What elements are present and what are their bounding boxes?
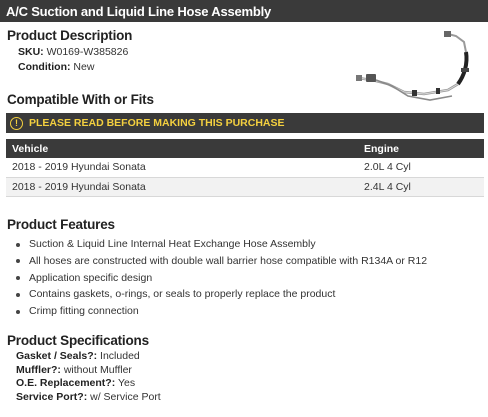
spec-value: Included bbox=[100, 350, 140, 362]
vehicle-cell: 2018 - 2019 Hyundai Sonata bbox=[6, 158, 358, 177]
product-specifications-heading: Product Specifications bbox=[7, 333, 149, 348]
list-item: Application specific design bbox=[14, 270, 427, 287]
spec-value: without Muffler bbox=[63, 363, 132, 376]
warning-text: PLEASE READ BEFORE MAKING THIS PURCHASE bbox=[29, 117, 285, 129]
sku-value: W0169-W385826 bbox=[46, 46, 129, 58]
spec-value: Yes bbox=[117, 377, 136, 390]
purchase-warning-banner bbox=[6, 113, 484, 133]
table-header-row bbox=[6, 139, 484, 158]
list-item: Suction & Liquid Line Internal Heat Exchange Hose Assembly bbox=[14, 236, 427, 253]
table-row bbox=[6, 177, 484, 196]
warning-icon: ! bbox=[10, 117, 23, 130]
sku-line bbox=[18, 46, 128, 58]
spec-label: Service Port?: bbox=[16, 391, 88, 404]
spec-value: w/ Service Port bbox=[90, 391, 161, 404]
list-item: Crimp fitting connection bbox=[14, 303, 427, 320]
list-item: Contains gaskets, o-rings, or seals to properly replace the product bbox=[14, 286, 427, 303]
features-list bbox=[14, 236, 427, 320]
spec-label: O.E. Replacement?: bbox=[16, 377, 116, 390]
table-row bbox=[6, 158, 484, 177]
engine-cell: 2.0L 4 Cyl bbox=[358, 158, 484, 177]
spec-row bbox=[16, 391, 161, 405]
list-item: All hoses are constructed with double wall barrier hose compatible with R134A or R12 bbox=[14, 253, 427, 270]
compatibility-table bbox=[6, 139, 484, 197]
sku-label: SKU: bbox=[18, 46, 44, 58]
page-title: A/C Suction and Liquid Line Hose Assembly bbox=[0, 0, 488, 22]
compatibility-heading: Compatible With or Fits bbox=[7, 92, 154, 107]
specifications-list bbox=[16, 350, 161, 405]
condition-line bbox=[18, 61, 94, 73]
spec-row bbox=[16, 364, 161, 378]
column-header-vehicle: Vehicle bbox=[6, 139, 358, 158]
column-header-engine: Engine bbox=[358, 139, 484, 158]
engine-cell: 2.4L 4 Cyl bbox=[358, 177, 484, 196]
condition-label: Condition: bbox=[18, 61, 71, 73]
vehicle-cell: 2018 - 2019 Hyundai Sonata bbox=[6, 177, 358, 196]
spec-row bbox=[16, 350, 161, 364]
spec-label: Gasket / Seals?: bbox=[16, 350, 98, 362]
spec-label: Muffler?: bbox=[16, 363, 61, 376]
product-features-heading: Product Features bbox=[7, 217, 115, 232]
product-description-heading: Product Description bbox=[7, 28, 133, 43]
hose-product-image bbox=[352, 28, 484, 110]
condition-value: New bbox=[73, 61, 95, 73]
spec-row bbox=[16, 377, 161, 391]
